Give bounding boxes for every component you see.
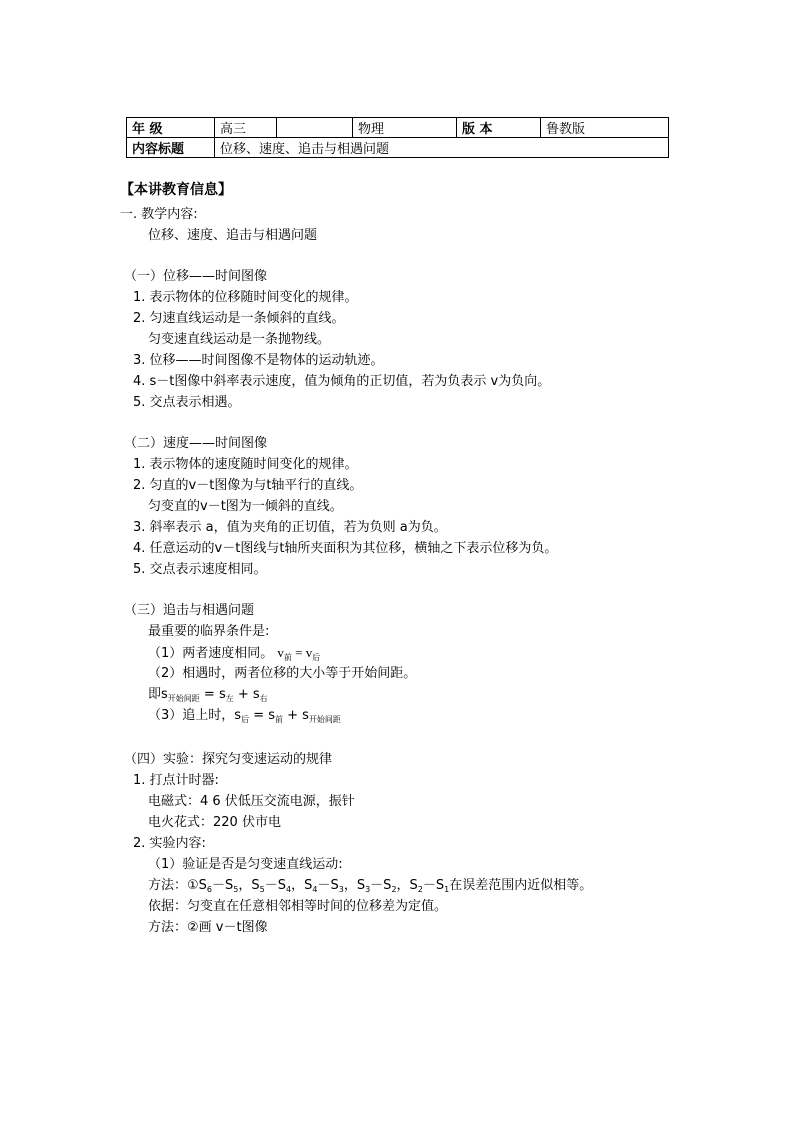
s2-item: 2. 匀直的v－t图像为与t轴平行的直线。 [133, 478, 363, 493]
s2-item: 3. 斜率表示 a，值为夹角的正切值，若为负则 a为负。 [133, 520, 447, 535]
s2-item: 1. 表示物体的速度随时间变化的规律。 [133, 457, 358, 472]
edition-label: 版 本 [457, 118, 541, 138]
s4-item-1b: 电火花式：220 伏市电 [148, 815, 281, 830]
formula-equal-speed: $v_前 = v_后$ [277, 645, 321, 662]
s2-heading: （二）速度——时间图像 [124, 436, 268, 451]
part1-heading: 一. 教学内容: [120, 207, 198, 222]
s3-condition-1: （1）两者速度相同。 $v_前 = v_后$ [148, 645, 321, 662]
header-row-1 [127, 118, 669, 138]
part1-topic: 位移、速度、追击与相遇问题 [148, 228, 318, 243]
section-title: 【本讲教育信息】 [120, 182, 232, 198]
s3-intro: 最重要的临界条件是: [148, 624, 270, 639]
s2-item: 4. 任意运动的v－t图线与t轴所夹面积为其位移，横轴之下表示位移为负。 [133, 541, 558, 556]
s1-item: 3. 位移——时间图像不是物体的运动轨迹。 [133, 353, 384, 368]
s1-item: 5. 交点表示相遇。 [133, 395, 241, 410]
s2-item: 匀变直的v－t图为一倾斜的直线。 [148, 499, 343, 514]
s4-method-1: 方法：$①S_6-S_5$，$S_5-S_4$，$S_4-S_3$，$S_3-S_2$，$S_2-S_1$在误差范围内近似相等。 [148, 878, 593, 894]
grade-label: 年 级 [127, 118, 215, 138]
s4-method-2: 方法：②画 v－t图像 [148, 920, 268, 935]
empty-cell [277, 118, 353, 138]
s2-item: 5. 交点表示速度相同。 [133, 562, 267, 577]
s1-item: 匀变速直线运动是一条抛物线。 [148, 332, 331, 347]
header-row-2 [127, 138, 669, 158]
s4-item-2a: （1）验证是否是匀变速直线运动: [148, 857, 343, 872]
s1-item: 2. 匀速直线运动是一条倾斜的直线。 [133, 311, 345, 326]
content-title-value: 位移、速度、追击与相遇问题 [215, 138, 669, 158]
s4-basis: 依据：匀变直在任意相邻相等时间的位移差为定值。 [148, 899, 448, 914]
edition-value: 鲁教版 [541, 118, 669, 138]
s4-item-2: 2. 实验内容: [133, 836, 206, 851]
s4-item-1a: 电磁式：4 6 伏低压交流电源，振针 [148, 794, 355, 809]
s4-item-1: 1. 打点计时器: [133, 773, 219, 788]
s3-formula-distance: 即$s_{开始间距} = s_左 + s_右$ [148, 687, 268, 703]
grade-value: 高三 [215, 118, 277, 138]
s4-heading: （四）实验：探究匀变速运动的规律 [124, 752, 333, 767]
content-title-label: 内容标题 [127, 138, 215, 158]
subject-value: 物理 [353, 118, 457, 138]
s3-condition-2: （2）相遇时，两者位移的大小等于开始间距。 [148, 666, 417, 681]
s1-heading: （一）位移——时间图像 [124, 269, 268, 284]
header-table [126, 117, 669, 158]
s1-item: 1. 表示物体的位移随时间变化的规律。 [133, 290, 358, 305]
s1-item: 4. s－t图像中斜率表示速度，值为倾角的正切值，若为负表示 v为负向。 [133, 374, 551, 389]
s3-heading: （三）追击与相遇问题 [124, 603, 255, 618]
s3-condition-3: （3）追上时，$s_后 = s_前 + s_{开始间距}$ [148, 708, 341, 724]
